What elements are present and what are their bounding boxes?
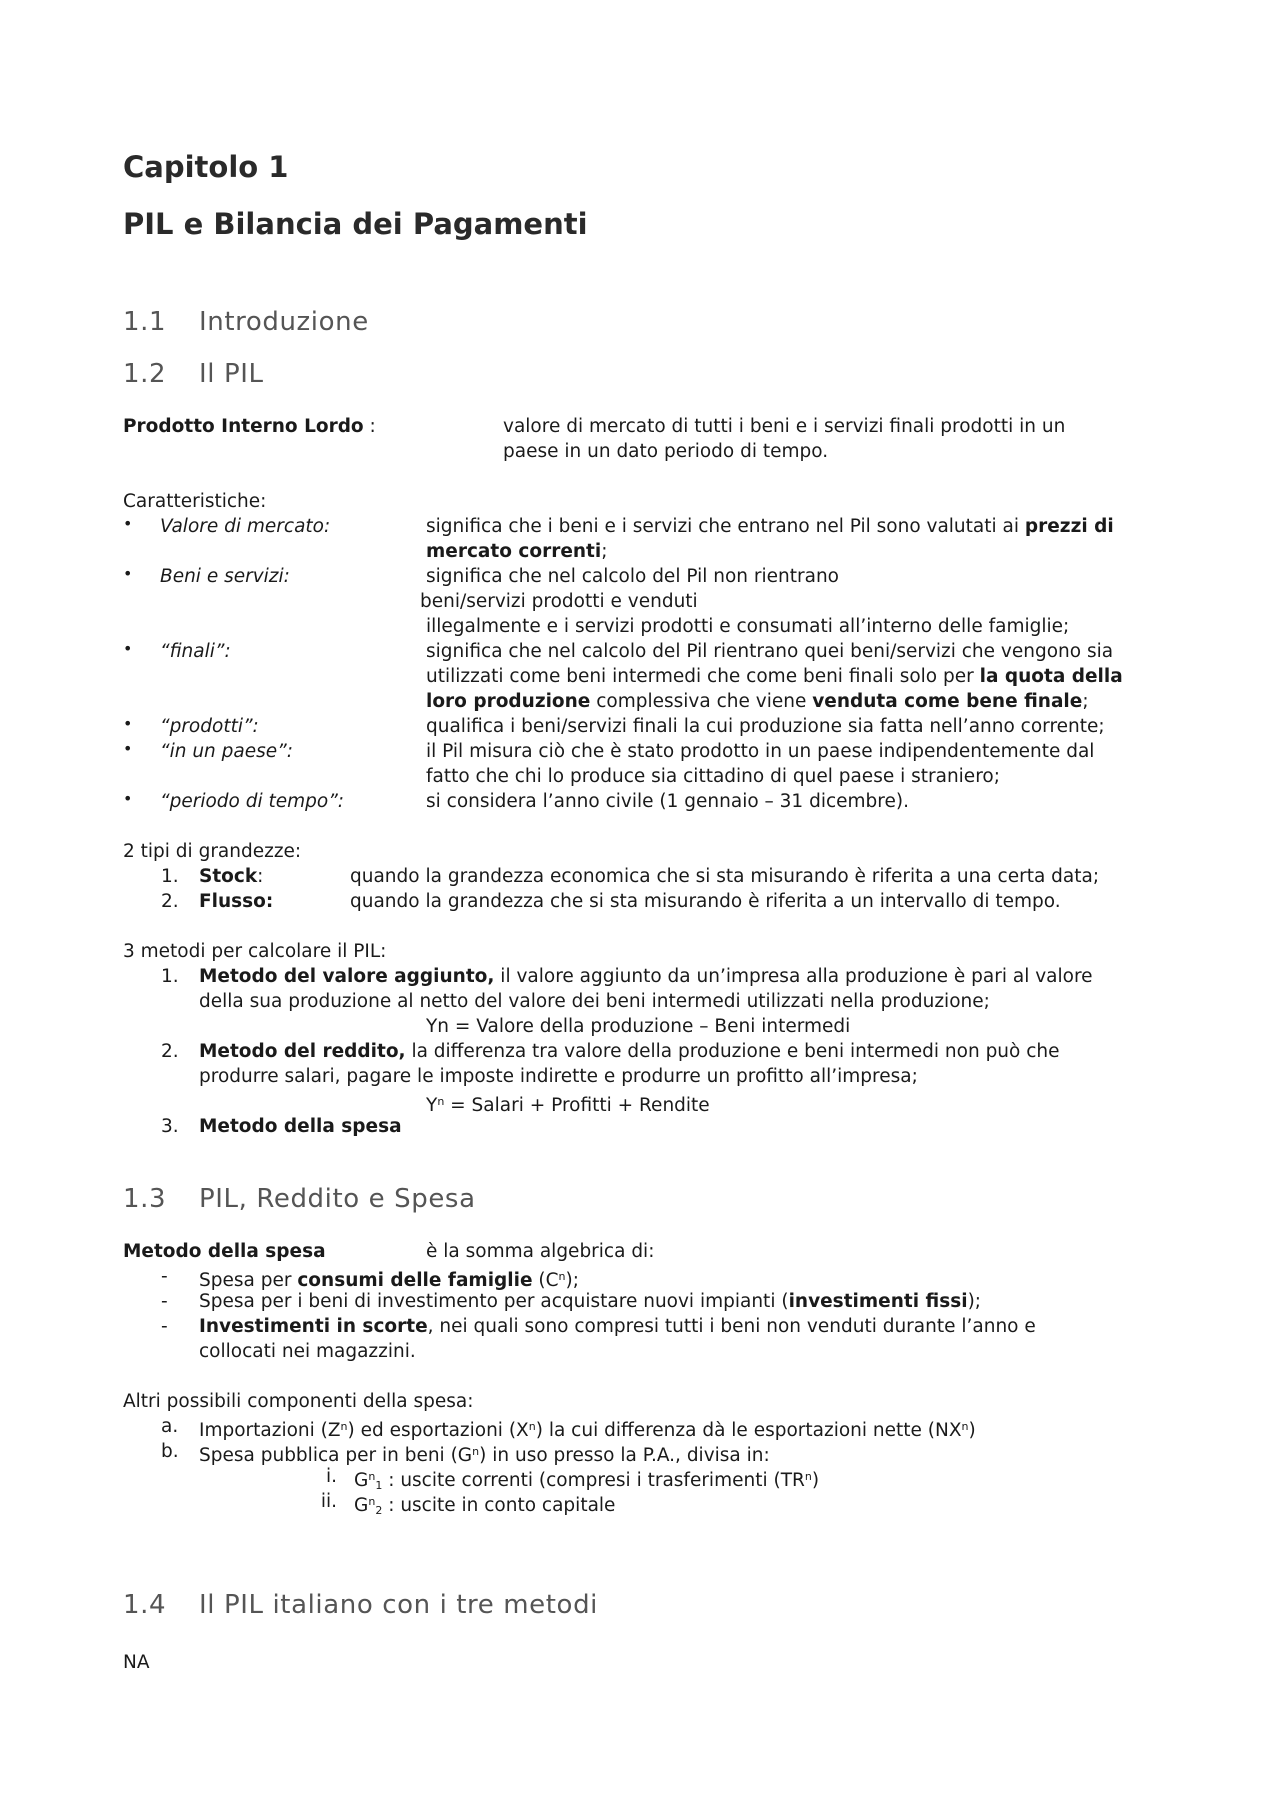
list-item-term: “prodotti”: xyxy=(160,716,259,737)
list-item-text: qualifica i beni/servizi finali la cui produzione sia fatta nell’anno corrente; xyxy=(426,716,1105,737)
list-item-text: quando la grandezza economica che si sta misurando è riferita a una certa data; xyxy=(350,866,1100,887)
list-item-text: significa che nel calcolo del Pil rientrano quei beni/servizi che vengono sia xyxy=(426,641,1114,662)
bullet-icon: • xyxy=(123,564,133,583)
list-item-text: utilizzati come beni intermedi che come beni finali solo per la quota della xyxy=(426,666,1123,687)
chapter-subtitle: PIL e Bilancia dei Pagamenti xyxy=(123,207,588,241)
metodi-heading: 3 metodi per calcolare il PIL: xyxy=(123,941,387,962)
list-item-text: loro produzione complessiva che viene venduta come bene finale; xyxy=(426,691,1089,712)
list-item-text: collocati nei magazzini. xyxy=(199,1341,416,1362)
list-item-text: $G^n_2$ : uscite in conto capitale xyxy=(354,1495,616,1517)
list-letter: a. xyxy=(161,1416,179,1437)
list-item-text: della sua produzione al netto del valore dei beni intermedi utilizzati nella produzione; xyxy=(199,991,990,1012)
list-item-text: significa che i beni e i servizi che entrano nel Pil sono valutati ai prezzi di xyxy=(426,516,1114,537)
list-item-term: Stock: xyxy=(199,866,264,887)
dash-marker: - xyxy=(161,1291,168,1312)
section-number: 1.3 xyxy=(123,1184,167,1214)
list-item-term: “in un paese”: xyxy=(160,741,293,762)
altri-heading: Altri possibili componenti della spesa: xyxy=(123,1391,474,1412)
list-item-text: si considera l’anno civile (1 gennaio – 31 dicembre). xyxy=(426,791,909,812)
list-item-text: fatto che chi lo produce sia cittadino di quel paese i straniero; xyxy=(426,766,1000,787)
section-heading xyxy=(123,1590,598,1620)
list-item-text: Importazioni $(Z^n)$ ed esportazioni $(X^n)$ la cui differenza dà le esportazioni nette $(NX^n)$ xyxy=(199,1420,976,1441)
section-number: 1.1 xyxy=(123,307,167,337)
section-number: 1.2 xyxy=(123,359,167,389)
list-roman: i. xyxy=(325,1466,337,1487)
list-letter: b. xyxy=(161,1441,179,1462)
list-item-text: il Pil misura ciò che è stato prodotto in un paese indipendentemente dal xyxy=(426,741,1095,762)
caratteristiche-heading: Caratteristiche: xyxy=(123,491,267,512)
list-item-term: “finali”: xyxy=(160,641,231,662)
formula: $Y^n$ = Salari + Profitti + Rendite xyxy=(426,1095,710,1116)
list-number: 3. xyxy=(161,1116,179,1137)
na-text: NA xyxy=(123,1652,150,1673)
section-title: Il PIL xyxy=(199,359,264,389)
list-item-term: Beni e servizi: xyxy=(160,566,290,587)
list-item-text: Spesa pubblica per in beni $(G^n)$ in uso presso la P.A., divisa in: xyxy=(199,1445,770,1466)
list-item-text: quando la grandezza che si sta misurando è riferita a un intervallo di tempo. xyxy=(350,891,1061,912)
spesa-term: Metodo della spesa xyxy=(123,1241,326,1262)
dash-marker: - xyxy=(161,1316,168,1337)
list-item-text: Spesa per i beni di investimento per acquistare nuovi impianti (investimenti fissi); xyxy=(199,1291,982,1312)
list-item-text: Metodo della spesa xyxy=(199,1116,402,1137)
list-item-text: Metodo del valore aggiunto, il valore aggiunto da un’impresa alla produzione è pari al valore xyxy=(199,966,1093,987)
section-number: 1.4 xyxy=(123,1590,167,1620)
list-item-text: Investimenti in scorte, nei quali sono compresi tutti i beni non venduti durante l’anno e xyxy=(199,1316,1036,1337)
list-number: 2. xyxy=(161,891,179,912)
chapter-title: Capitolo 1 xyxy=(123,150,289,184)
section-heading xyxy=(123,1184,476,1214)
pil-definition-line: valore di mercato di tutti i beni e i servizi finali prodotti in un xyxy=(503,416,1066,437)
list-item-text: Metodo del reddito, la differenza tra valore della produzione e beni intermedi non può che xyxy=(199,1041,1060,1062)
pil-definition-term: Prodotto Interno Lordo : xyxy=(123,416,376,437)
list-item-text: illegalmente e i servizi prodotti e consumati all’interno delle famiglie; xyxy=(426,616,1070,637)
bullet-icon: • xyxy=(123,514,133,533)
list-item-text: mercato correnti; xyxy=(426,541,608,562)
list-item-text: produrre salari, pagare le imposte indirette e produrre un profitto all’impresa; xyxy=(199,1066,918,1087)
list-item-term: Flusso: xyxy=(199,891,274,912)
list-item-text: Spesa per consumi delle famiglie $(C^n)$; xyxy=(199,1270,579,1291)
list-item-text: $G^n_1$ : uscite correnti (compresi i trasferimenti $(TR^n)$ xyxy=(354,1470,820,1492)
list-number: 1. xyxy=(161,966,179,987)
list-item-text: significa che nel calcolo del Pil non rientrano xyxy=(426,566,839,587)
spesa-desc: è la somma algebrica di: xyxy=(426,1241,655,1262)
bullet-icon: • xyxy=(123,739,133,758)
grandezze-heading: 2 tipi di grandezze: xyxy=(123,841,302,862)
bullet-icon: • xyxy=(123,789,133,808)
section-heading xyxy=(123,307,369,337)
formula: Yn = Valore della produzione – Beni intermedi xyxy=(426,1016,851,1037)
list-number: 1. xyxy=(161,866,179,887)
list-number: 2. xyxy=(161,1041,179,1062)
section-heading xyxy=(123,359,264,389)
list-item-text: beni/servizi prodotti e venduti xyxy=(420,591,698,612)
section-title: Introduzione xyxy=(199,307,369,337)
section-title: Il PIL italiano con i tre metodi xyxy=(199,1590,598,1620)
pil-definition-line: paese in un dato periodo di tempo. xyxy=(503,441,829,462)
bullet-icon: • xyxy=(123,639,133,658)
dash-marker: - xyxy=(161,1266,168,1287)
list-item-term: Valore di mercato: xyxy=(160,516,331,537)
list-roman: ii. xyxy=(320,1491,337,1512)
bullet-icon: • xyxy=(123,714,133,733)
section-title: PIL, Reddito e Spesa xyxy=(199,1184,476,1214)
list-item-term: “periodo di tempo”: xyxy=(160,791,345,812)
